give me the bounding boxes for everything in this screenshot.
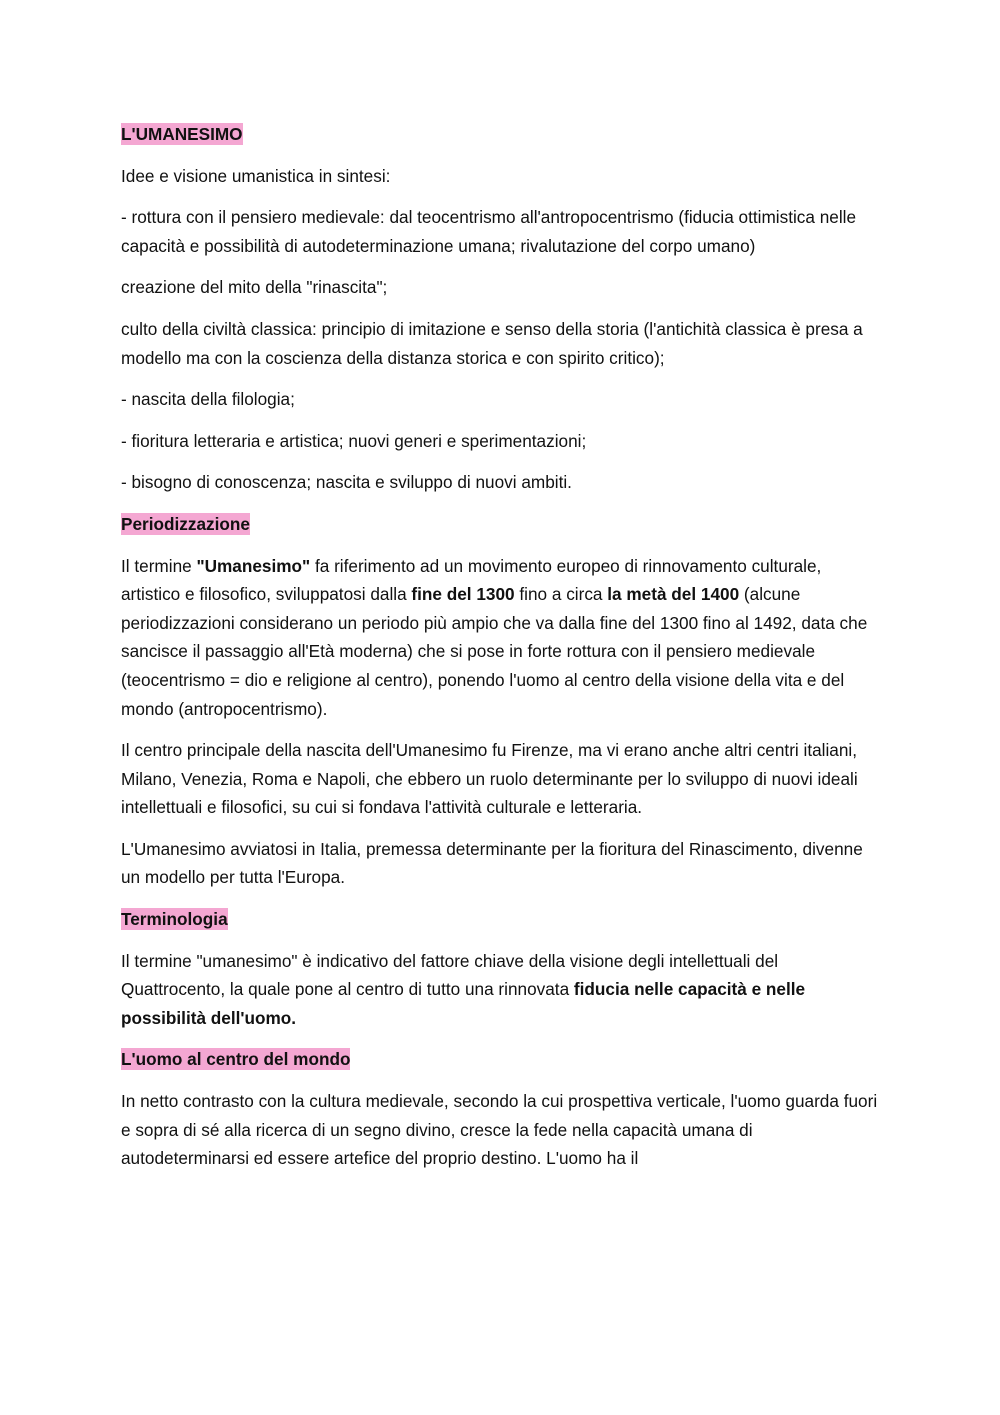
periodizzazione-paragraph-1: Il termine "Umanesimo" fa riferimento ad un movimento europeo di rinnovamento culturale, artistico e filosofico, sviluppatosi dalla fine del 1300 fino a circa la metà del 1400 (alcune periodizzazioni considerano un periodo più ampio che va dalla fine del 1300 fino al 1492, data che sancisce il passaggio all'Età moderna) che si pose in forte rottura con il pensiero medievale (teocentrismo = dio e religione al centro), ponendo l'uomo al centro della visione della vita e del mondo (antropocentrismo). [121,555,868,719]
intro-point-1: - rottura con il pensiero medievale: dal teocentrismo all'antropocentrismo (fiducia ottimistica nelle capacità e possibilità di autodeterminazione umana; rivalutazione del corpo umano) [121,207,857,256]
uomo-centro-paragraph: In netto contrasto con la cultura medievale, secondo la cui prospettiva verticale, l'uomo guarda fuori e sopra di sé alla ricerca di un segno divino, cresce la fede nella capacità umana di autodeterminarsi ed essere artefice del proprio destino. L'uomo ha il [121,1091,878,1169]
intro-lead: Idee e visione umanistica in sintesi: [121,165,391,186]
periodizzazione-paragraph-2: Il centro principale della nascita dell'Umanesimo fu Firenze, ma vi erano anche altri centri italiani, Milano, Venezia, Roma e Napoli, che ebbero un ruolo determinante per lo sviluppo di nuovi ideali intellettuali e filosofici, su cui si fondava l'attività culturale e letteraria. [121,740,858,818]
section-heading-uomo-centro: L'uomo al centro del mondo [121,1049,351,1070]
intro-point-2: creazione del mito della "rinascita"; [121,277,388,298]
section-heading-periodizzazione: Periodizzazione [121,513,250,534]
section-heading-terminologia: Terminologia [121,909,228,930]
intro-point-5: - fioritura letteraria e artistica; nuovi generi e sperimentazioni; [121,430,587,451]
terminologia-paragraph: Il termine "umanesimo" è indicativo del fattore chiave della visione degli intellettuali del Quattrocento, la quale pone al centro di tutto una rinnovata fiducia nelle capacità e nelle possibilità dell'uomo. [121,950,806,1028]
main-title: L'UMANESIMO [121,124,243,144]
periodizzazione-paragraph-3: L'Umanesimo avviatosi in Italia, premessa determinante per la fioritura del Rinascimento, divenne un modello per tutta l'Europa. [121,838,863,888]
intro-point-3: culto della civiltà classica: principio di imitazione e senso della storia (l'antichità classica è presa a modello ma con la coscienza della distanza storica e con spirito critico); [121,318,863,368]
document-page [121,120,883,1186]
intro-point-6: - bisogno di conoscenza; nascita e sviluppo di nuovi ambiti. [121,472,572,493]
intro-point-4: - nascita della filologia; [121,389,295,410]
